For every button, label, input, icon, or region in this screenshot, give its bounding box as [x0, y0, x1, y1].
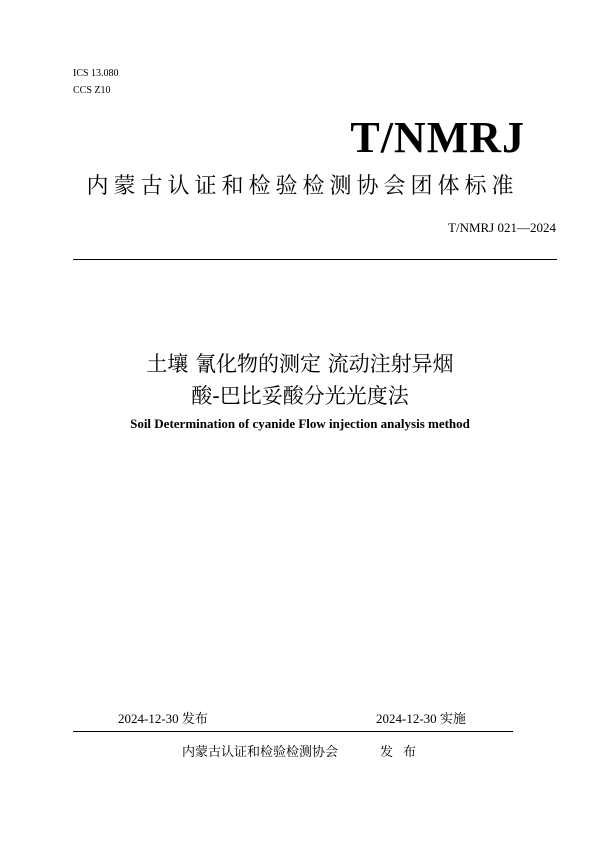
standard-logo: T/NMRJ [350, 113, 525, 162]
issue-date: 2024-12-30 发布 [118, 711, 208, 726]
ccs-code: CCS Z10 [73, 85, 111, 96]
publisher-name: 内蒙古认证和检验检测协会 [182, 744, 339, 759]
top-divider [73, 259, 557, 260]
implementation-date: 2024-12-30 实施 [376, 711, 466, 726]
organization-standard-title: 内蒙古认证和检验检测协会团体标准 [86, 174, 519, 199]
ics-code: ICS 13.080 [73, 68, 119, 79]
publish-label: 发布 [380, 744, 427, 759]
standard-number: T/NMRJ 021—2024 [448, 220, 556, 235]
title-line-1: 土壤 氰化物的测定 流动注射异烟 [146, 352, 454, 376]
title-english: Soil Determination of cyanide Flow injection analysis method [130, 416, 470, 431]
title-line-2: 酸-巴比妥酸分光光度法 [191, 384, 409, 408]
bottom-divider [73, 731, 513, 732]
